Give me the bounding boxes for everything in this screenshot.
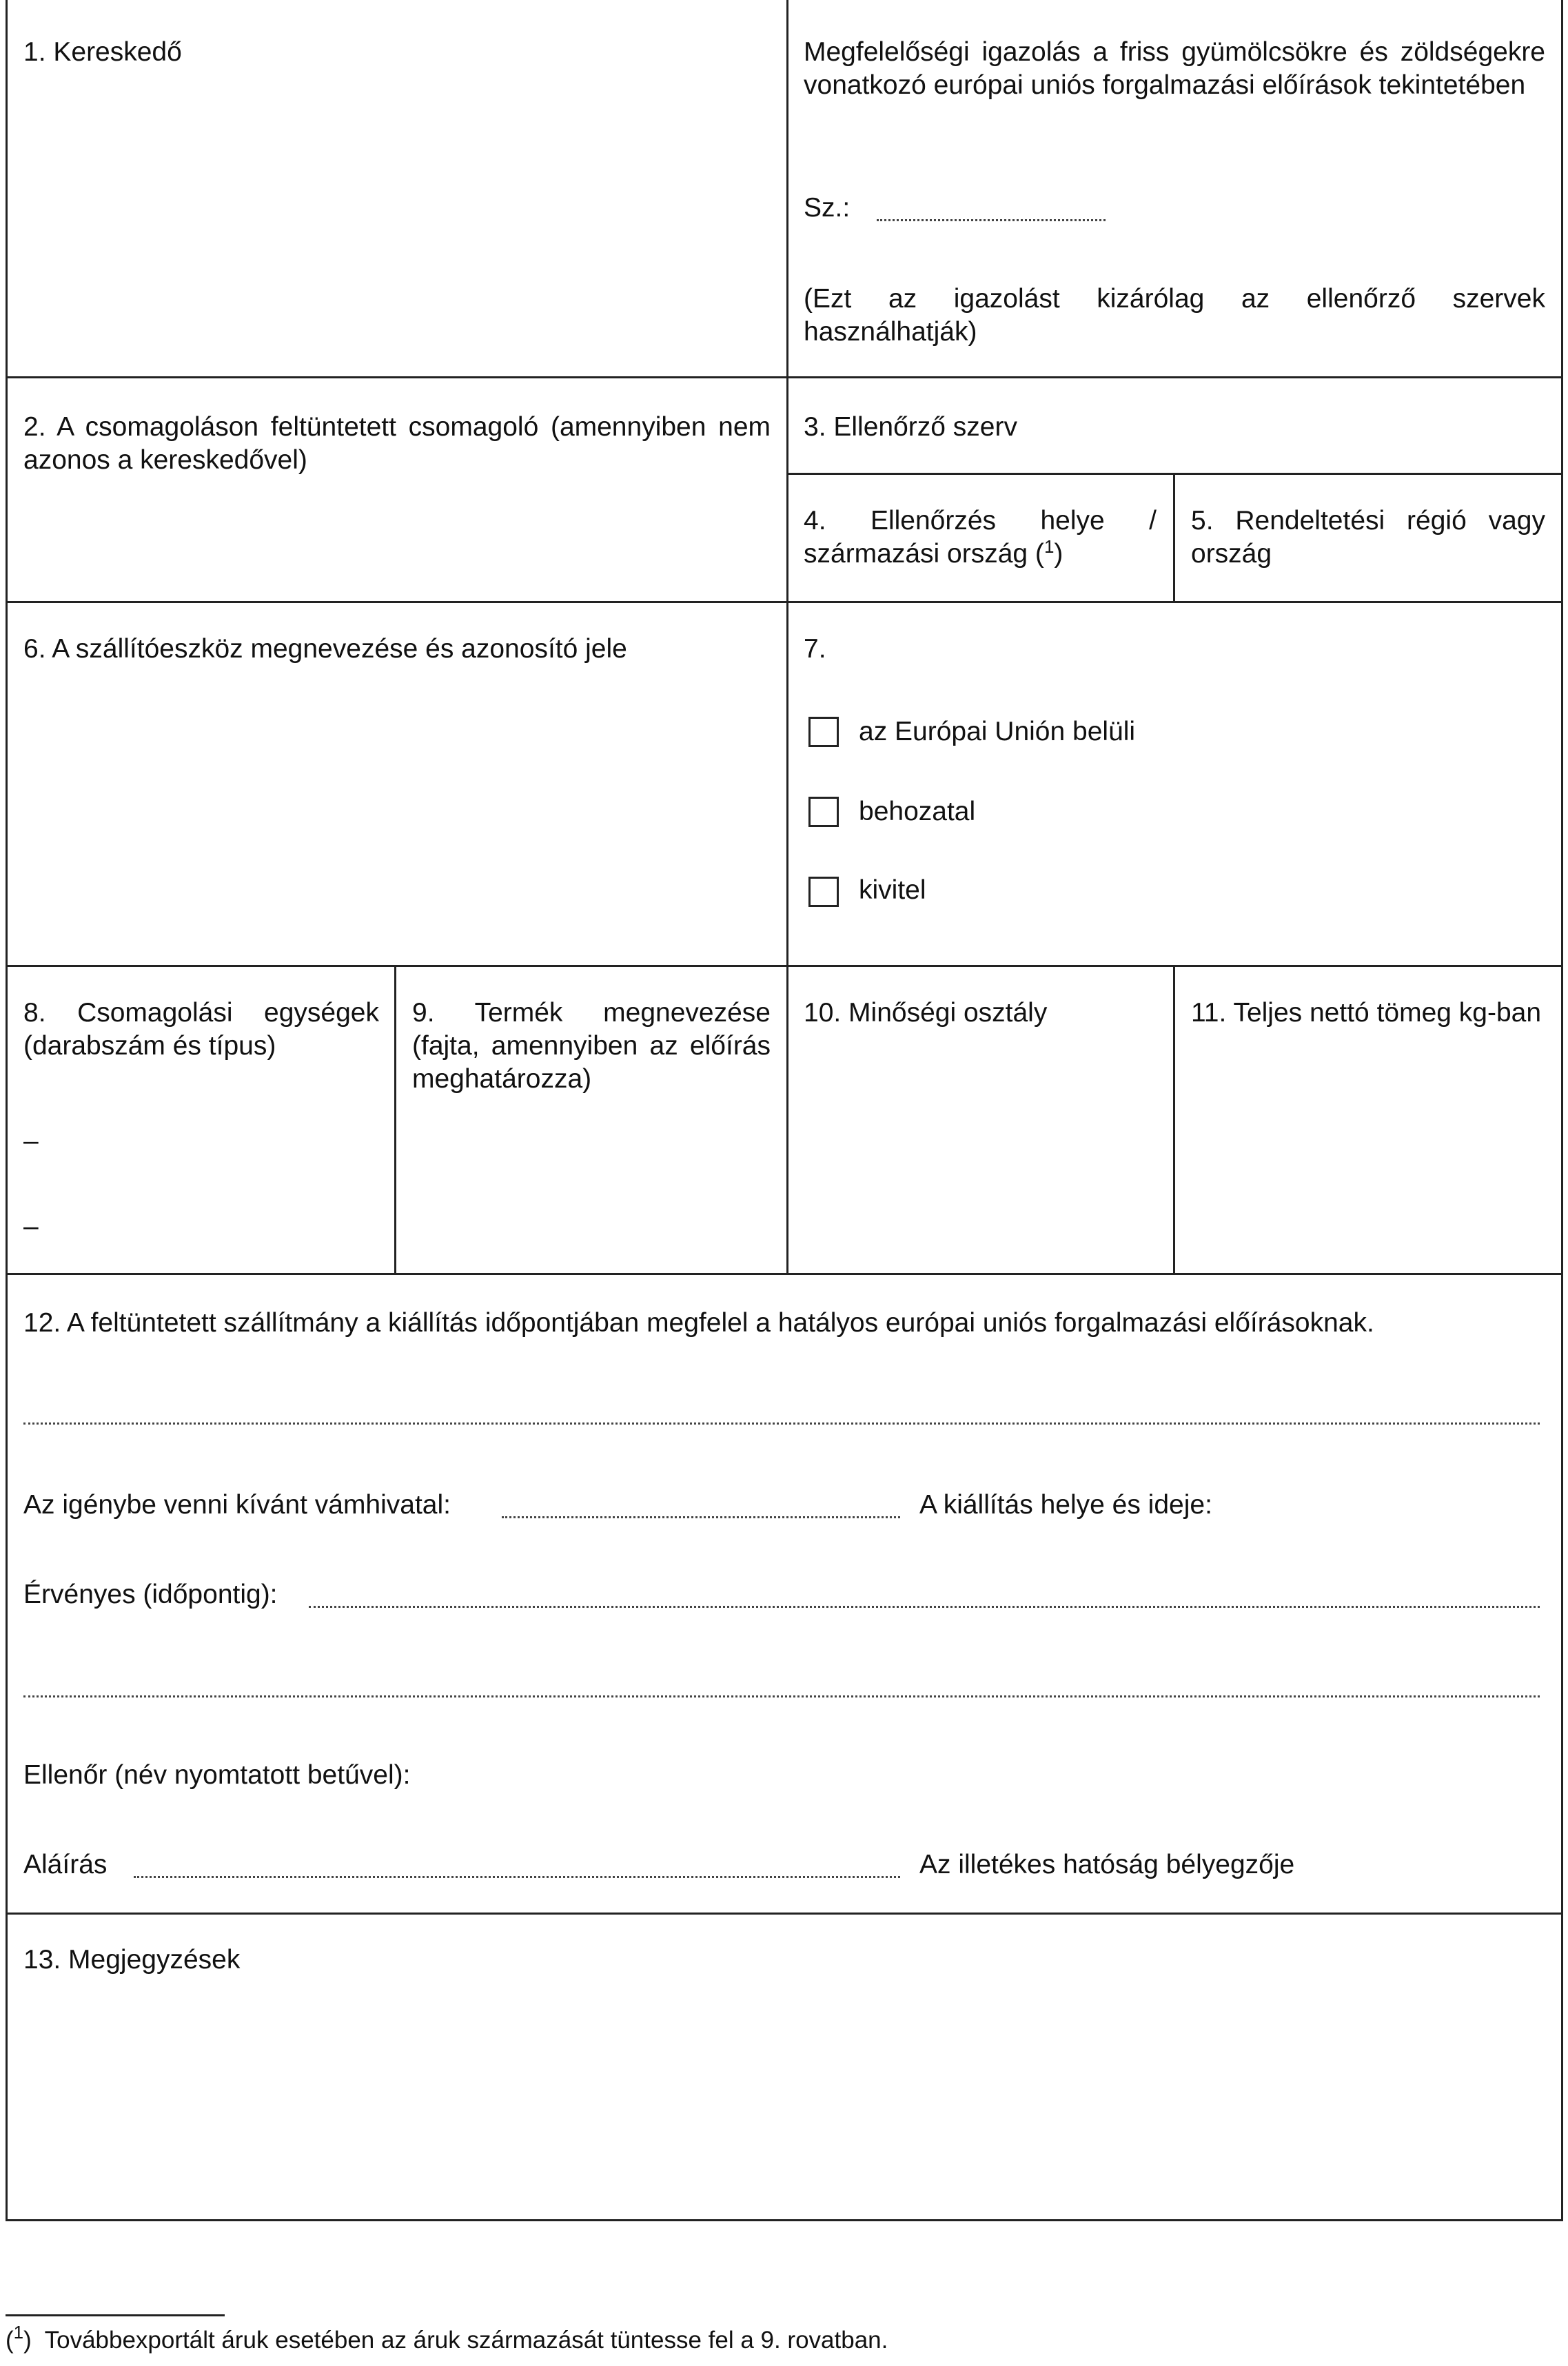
box9-label: 9. Termék megnevezése (fajta, amennyiben az előírás meghatározza) xyxy=(412,998,778,1094)
rule-box3-bottom xyxy=(787,473,1563,475)
box4-footnote-ref: 1 xyxy=(1043,536,1055,557)
rule-center xyxy=(786,0,788,1274)
footnote-text: Továbbexportált áruk esetében az áruk származását tüntesse fel a 9. rovatban. xyxy=(44,2327,888,2354)
option-import-label: behozatal xyxy=(859,797,976,826)
box4-close: ) xyxy=(1054,539,1063,569)
box13-label: 13. Megjegyzések xyxy=(23,1945,241,1975)
certificate-number-field[interactable] xyxy=(877,219,1106,221)
box6-label: 6. A szállítóeszköz megnevezése és azonosító jele xyxy=(23,634,627,664)
box4-label xyxy=(804,504,1164,571)
inspector-name-label: Ellenőr (név nyomtatott betűvel): xyxy=(23,1760,411,1790)
box7-label: 7. xyxy=(804,634,826,664)
checkbox-import[interactable] xyxy=(808,797,839,827)
certificate-title: Megfelelőségi igazolás a friss gyümölcsökre és zöldségekre vonatkozó európai uniós forgalmazási előírások tekintetében xyxy=(804,37,1553,100)
authority-stamp-label: Az illetékes hatóság bélyegzője xyxy=(919,1850,1295,1879)
signature-label: Aláírás xyxy=(23,1850,108,1879)
checkbox-eu-internal[interactable] xyxy=(808,717,839,747)
rule-box10-box11 xyxy=(1173,965,1175,1273)
rule-box8-box9 xyxy=(394,965,396,1273)
box12-statement-field[interactable] xyxy=(23,1422,1540,1425)
footnote-separator xyxy=(6,2314,225,2316)
certificate-number-label: Sz.: xyxy=(804,193,851,223)
footnote-marker: 1 xyxy=(13,2322,24,2343)
box1-label: 1. Kereskedő xyxy=(23,37,182,67)
option-export-label: kivitel xyxy=(859,875,926,905)
rule-box4-box5 xyxy=(1173,473,1175,601)
issue-place-date-label: A kiállítás helye és ideje: xyxy=(919,1490,1212,1520)
checkbox-export[interactable] xyxy=(808,877,839,907)
valid-until-label: Érvényes (időpontig): xyxy=(23,1580,278,1609)
additional-line-field[interactable] xyxy=(23,1695,1540,1697)
signature-field[interactable] xyxy=(134,1876,900,1878)
box12-statement: 12. A feltüntetett szállítmány a kiállítás időpontjában megfelel a hatályos európai uniós forgalmazási előírásoknak. xyxy=(23,1308,1374,1338)
box8-label: 8. Csomagolási egységek (darabszám és típus) xyxy=(23,998,387,1061)
option-eu-internal-label: az Európai Unión belüli xyxy=(859,717,1136,746)
box3-label: 3. Ellenőrző szerv xyxy=(804,412,1017,442)
valid-until-field[interactable] xyxy=(309,1606,1540,1608)
box4-text: 4. Ellenőrzés helye / származási ország ( xyxy=(804,506,1164,569)
box8-dash-2: – xyxy=(23,1212,39,1241)
box5-label: 5. Rendeltetési régió vagy ország xyxy=(1191,506,1553,569)
rule-row3-bottom xyxy=(6,965,1563,967)
certificate-note: (Ezt az igazolást kizárólag az ellenőrző szervek használhatják) xyxy=(804,284,1553,347)
rule-row2-bottom xyxy=(6,601,1563,603)
rule-row4-bottom xyxy=(6,1273,1563,1275)
footnote: ($^1$) Továbbexportált áruk esetében az áruk származását tüntesse fel a 9. rovatban. xyxy=(6,2322,888,2354)
box2-label: 2. A csomagoláson feltüntetett csomagoló (amennyiben nem azonos a kereskedővel) xyxy=(23,412,778,475)
customs-office-label: Az igénybe venni kívánt vámhivatal: xyxy=(23,1490,451,1520)
rule-box12-bottom xyxy=(6,1913,1563,1915)
box10-label: 10. Minőségi osztály xyxy=(804,998,1048,1028)
rule-row1-bottom xyxy=(6,376,1563,378)
box11-label: 11. Teljes nettó tömeg kg-ban xyxy=(1191,998,1542,1028)
customs-office-field[interactable] xyxy=(502,1516,900,1518)
box8-dash-1: – xyxy=(23,1126,39,1156)
